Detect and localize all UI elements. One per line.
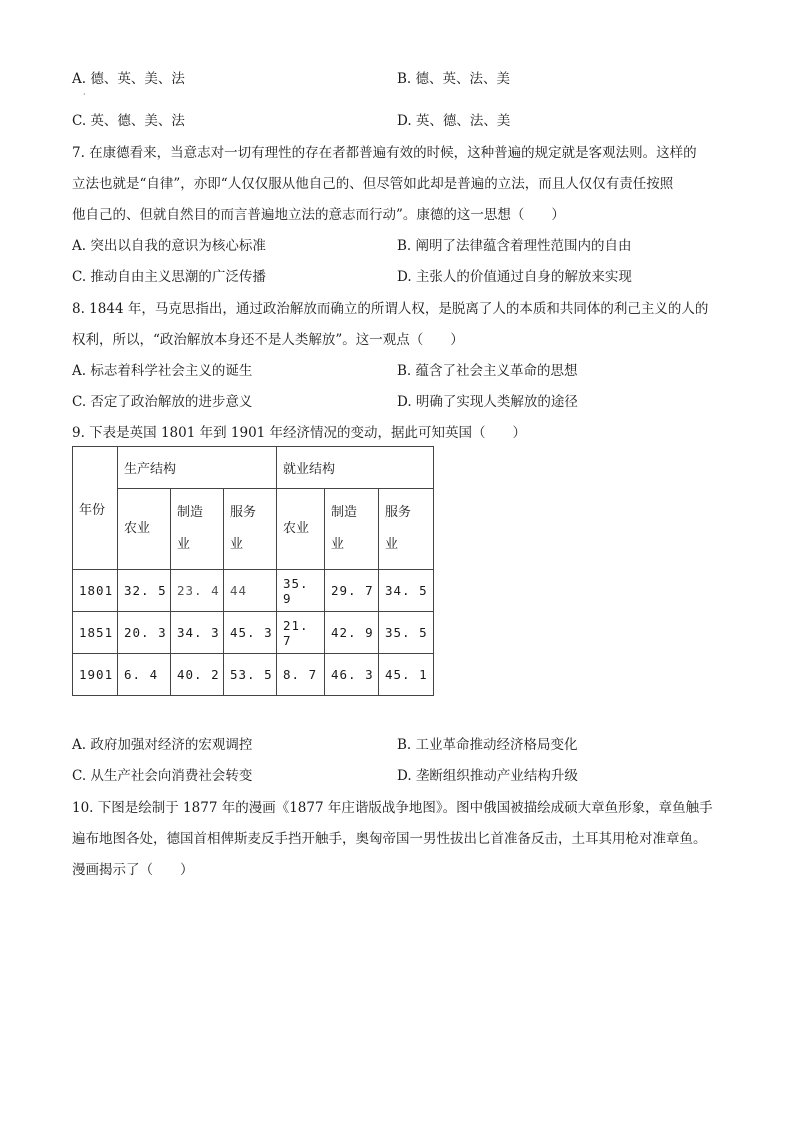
q9-option-b: B. 工业革命推动经济格局变化 [397,737,578,753]
stray-dot: · [83,90,86,99]
q10-stem-line-1: 10. 下图是绘制于 1877 年的漫画《1877 年庄谐版战争地图》。图中俄国被描绘成硕大章鱼形象，章鱼触手 [72,800,713,816]
economy-table [72,446,434,696]
q8-stem-line-1: 8. 1844 年，马克思指出，通过政治解放而确立的所谓人权，是脱离了人的本质和共同体的利己主义的人的 [72,301,709,317]
q9-stem: 9. 下表是英国 1801 年到 1901 年经济情况的变动，据此可知英国（ ） [72,425,527,441]
header-prod-agriculture: 农业 [118,489,171,570]
employment-structure-header: 就业结构 [277,447,434,489]
cell-year: 1901 [73,654,118,696]
cell-value: 35. 9 [277,570,325,612]
cell-value: 21. 7 [277,612,325,654]
cell-value: 40. 2 [171,654,224,696]
q8-option-a: A. 标志着科学社会主义的诞生 [72,363,253,379]
cell-value: 20. 3 [118,612,171,654]
year-header: 年份 [73,447,118,570]
q10-stem-line-2: 遍布地图各处，德国首相俾斯麦反手挡开触手，奥匈帝国一男性拔出匕首准备反击，土耳其用枪对准章鱼。 [72,831,707,847]
table-row [73,612,434,654]
cell-value: 44 [224,570,277,612]
q8-option-b: B. 蕴含了社会主义革命的思想 [397,363,578,379]
q7-option-b: B. 阐明了法律蕴含着理性范围内的自由 [397,238,632,254]
header-prod-services: 服务 业 [224,489,277,570]
q10-stem-line-3: 漫画揭示了（ ） [72,862,194,878]
q8-stem-line-2: 权利，所以，“政治解放本身还不是人类解放”。这一观点（ ） [72,332,464,348]
table-header-row-2 [73,489,434,570]
cell-value: 53. 5 [224,654,277,696]
cell-value: 29. 7 [325,570,379,612]
q6-option-b: B. 德、英、法、美 [397,71,511,87]
q6-option-c: C. 英、德、美、法 [72,113,185,129]
cell-value: 46. 3 [325,654,379,696]
table-row [73,654,434,696]
cell-value: 35. 5 [379,612,434,654]
table-row [73,570,434,612]
cell-value: 23. 4 [171,570,224,612]
q7-stem-line-2: 立法也就是“自律”，亦即“人仅仅服从他自己的、但尽管如此却是普遍的立法，而且人仅仅有责任按照 [72,176,674,192]
cell-year: 1851 [73,612,118,654]
q7-option-c: C. 推动自由主义思潮的广泛传播 [72,269,266,285]
q7-stem-line-1: 7. 在康德看来，当意志对一切有理性的存在者都普遍有效的时候，这种普遍的规定就是客观法则。这样的 [72,145,697,161]
q9-option-d: D. 垄断组织推动产业结构升级 [397,768,578,784]
header-emp-manufacturing: 制造 业 [325,489,379,570]
cell-value: 45. 1 [379,654,434,696]
q7-option-a: A. 突出以自我的意识为核心标准 [72,238,266,254]
cell-value: 34. 5 [379,570,434,612]
q6-option-d: D. 英、德、法、美 [397,113,511,129]
q8-option-c: C. 否定了政治解放的进步意义 [72,394,253,410]
cell-year: 1801 [73,570,118,612]
production-structure-header: 生产结构 [118,447,277,489]
cell-value: 6. 4 [118,654,171,696]
q9-option-c: C. 从生产社会向消费社会转变 [72,768,253,784]
table-header-row-1 [73,447,434,489]
q8-option-d: D. 明确了实现人类解放的途径 [397,394,578,410]
q9-option-a: A. 政府加强对经济的宏观调控 [72,737,253,753]
cell-value: 32. 5 [118,570,171,612]
header-prod-manufacturing: 制造 业 [171,489,224,570]
q7-option-d: D. 主张人的价值通过自身的解放来实现 [397,269,632,285]
q7-stem-line-3: 他自己的、但就自然目的而言普遍地立法的意志而行动”。康德的这一思想（ ） [72,207,565,223]
q6-option-a: A. 德、英、美、法 [72,71,185,87]
cell-value: 34. 3 [171,612,224,654]
header-emp-services: 服务 业 [379,489,434,570]
cell-value: 8. 7 [277,654,325,696]
header-emp-agriculture: 农业 [277,489,325,570]
cell-value: 45. 3 [224,612,277,654]
cell-value: 42. 9 [325,612,379,654]
